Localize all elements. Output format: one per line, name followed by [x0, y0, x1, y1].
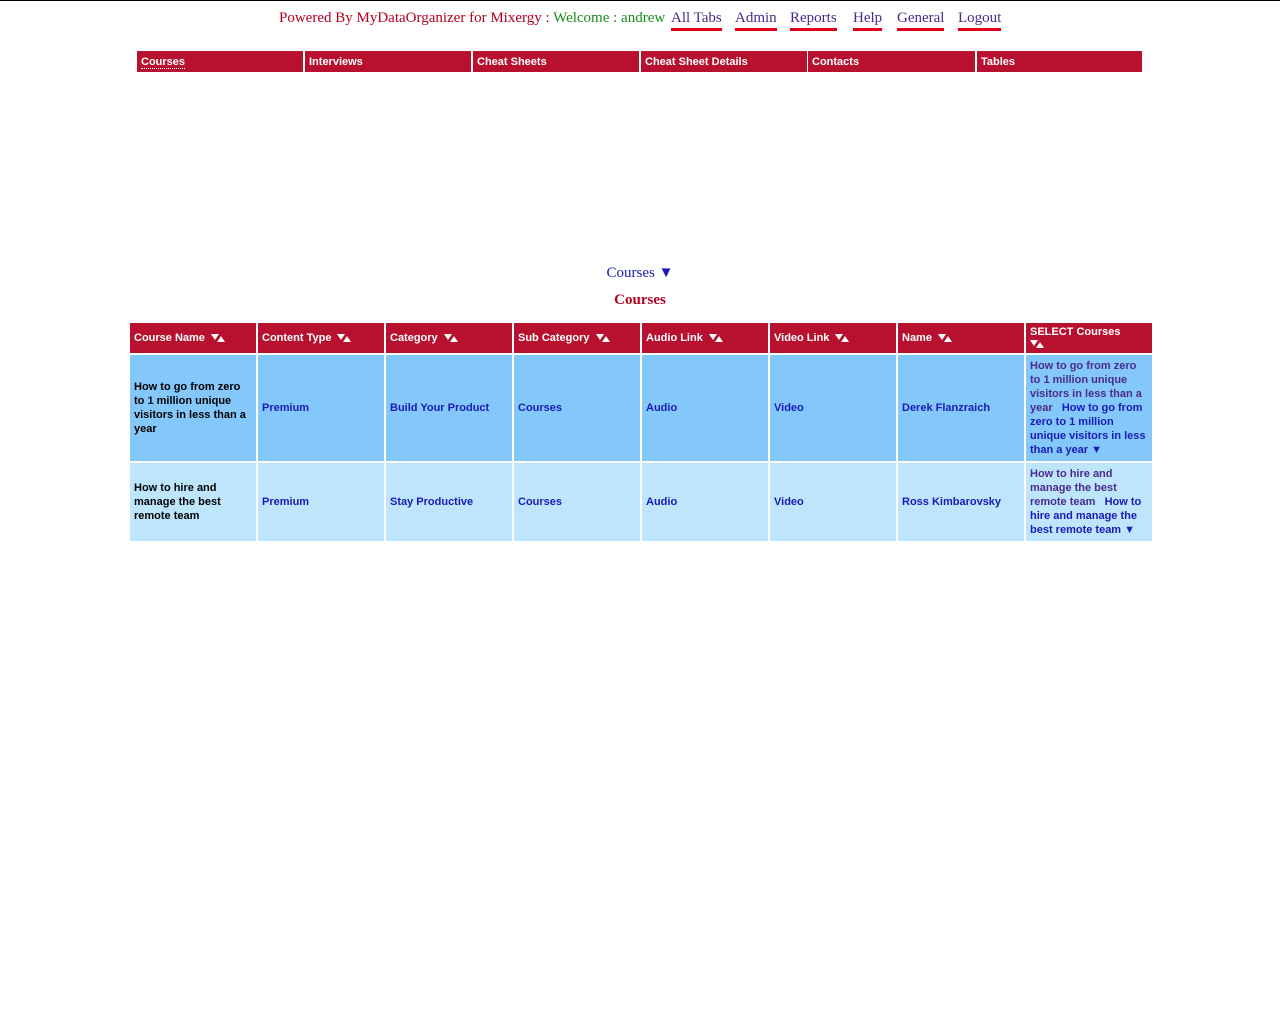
audio-link[interactable]: Audio	[646, 402, 678, 414]
cell-sub-category	[514, 355, 640, 461]
cell-video-link	[770, 355, 896, 461]
welcome-text: Welcome : andrew	[553, 10, 666, 26]
cell-content-type	[258, 355, 384, 461]
courses-table	[128, 321, 1154, 543]
tab-tables[interactable]: Tables	[977, 51, 1142, 72]
contact-name-link[interactable]: Ross Kimbarovsky	[902, 496, 1002, 508]
sort-arrows-icon[interactable]	[1030, 340, 1044, 348]
video-link[interactable]: Video	[774, 402, 804, 414]
nav-link-help[interactable]: Help	[853, 10, 882, 31]
tab-interviews[interactable]: Interviews	[305, 51, 471, 72]
header-bar	[0, 10, 1280, 34]
sort-arrows-icon[interactable]	[835, 334, 849, 342]
column-header-select-courses[interactable]: SELECT Courses	[1026, 323, 1152, 353]
sort-arrows-icon[interactable]	[938, 334, 952, 342]
select-course-link-visited[interactable]: How to hire and manage the best remote team	[1030, 468, 1117, 508]
content-type-link[interactable]: Premium	[262, 496, 310, 508]
contact-name-link[interactable]: Derek Flanzraich	[902, 402, 991, 414]
cell-audio-link	[642, 463, 768, 541]
sort-arrows-icon[interactable]	[337, 334, 351, 342]
cell-select-courses	[1026, 355, 1152, 461]
category-link[interactable]: Stay Productive	[390, 496, 474, 508]
tab-courses-label: Courses	[141, 56, 186, 68]
nav-link-general[interactable]: General	[897, 10, 944, 31]
category-link[interactable]: Build Your Product	[390, 402, 490, 414]
select-course-dropdown-link[interactable]: How to go from zero to 1 million unique visitors in less than a year ▼	[1030, 402, 1146, 456]
cell-name	[898, 463, 1024, 541]
tab-cheat-sheets[interactable]: Cheat Sheets	[473, 51, 639, 72]
select-course-link-visited[interactable]: How to go from zero to 1 million unique visitors in less than a year	[1030, 360, 1142, 414]
cell-name	[898, 355, 1024, 461]
cell-sub-category	[514, 463, 640, 541]
nav-link-logout[interactable]: Logout	[958, 10, 1001, 31]
nav-link-all-tabs[interactable]: All Tabs	[671, 10, 722, 31]
cell-audio-link	[642, 355, 768, 461]
sort-arrows-icon[interactable]	[596, 334, 610, 342]
table-row	[130, 355, 1152, 461]
top-border-line	[0, 0, 1280, 1]
cell-select-courses	[1026, 463, 1152, 541]
column-header-audio-link[interactable]: Audio Link	[642, 323, 768, 353]
column-header-sub-category[interactable]: Sub Category	[514, 323, 640, 353]
column-header-video-link[interactable]: Video Link	[770, 323, 896, 353]
sort-arrows-icon[interactable]	[444, 334, 458, 342]
column-header-name[interactable]: Name	[898, 323, 1024, 353]
select-course-dropdown-link[interactable]: How to hire and manage the best remote team ▼	[1030, 496, 1142, 536]
nav-link-admin[interactable]: Admin	[735, 10, 777, 31]
cell-course-name: How to hire and manage the best remote team	[130, 463, 256, 541]
tab-cheat-sheet-details[interactable]: Cheat Sheet Details	[641, 51, 807, 72]
sub-category-link[interactable]: Courses	[518, 496, 563, 508]
cell-course-name: How to go from zero to 1 million unique visitors in less than a year	[130, 355, 256, 461]
cell-video-link	[770, 463, 896, 541]
video-link[interactable]: Video	[774, 496, 804, 508]
view-selector-label: Courses ▼	[606, 265, 674, 281]
cell-category	[386, 355, 512, 461]
tab-courses[interactable]	[137, 51, 303, 72]
table-header-row	[130, 323, 1152, 353]
column-header-course-name[interactable]: Course Name	[130, 323, 256, 353]
column-header-category[interactable]: Category	[386, 323, 512, 353]
content-type-link[interactable]: Premium	[262, 402, 310, 414]
cell-category	[386, 463, 512, 541]
cell-content-type	[258, 463, 384, 541]
column-header-content-type[interactable]: Content Type	[258, 323, 384, 353]
audio-link[interactable]: Audio	[646, 496, 678, 508]
powered-by-text: Powered By MyDataOrganizer for Mixergy : Welcome : andrew	[279, 10, 666, 26]
sort-arrows-icon[interactable]	[709, 334, 723, 342]
sort-arrows-icon[interactable]	[211, 334, 225, 342]
table-row	[130, 463, 1152, 541]
view-selector[interactable]	[0, 265, 1280, 282]
sub-category-link[interactable]: Courses	[518, 402, 563, 414]
nav-link-reports[interactable]: Reports	[790, 10, 837, 31]
tab-contacts[interactable]: Contacts	[808, 51, 975, 72]
table-title: Courses	[614, 292, 666, 308]
